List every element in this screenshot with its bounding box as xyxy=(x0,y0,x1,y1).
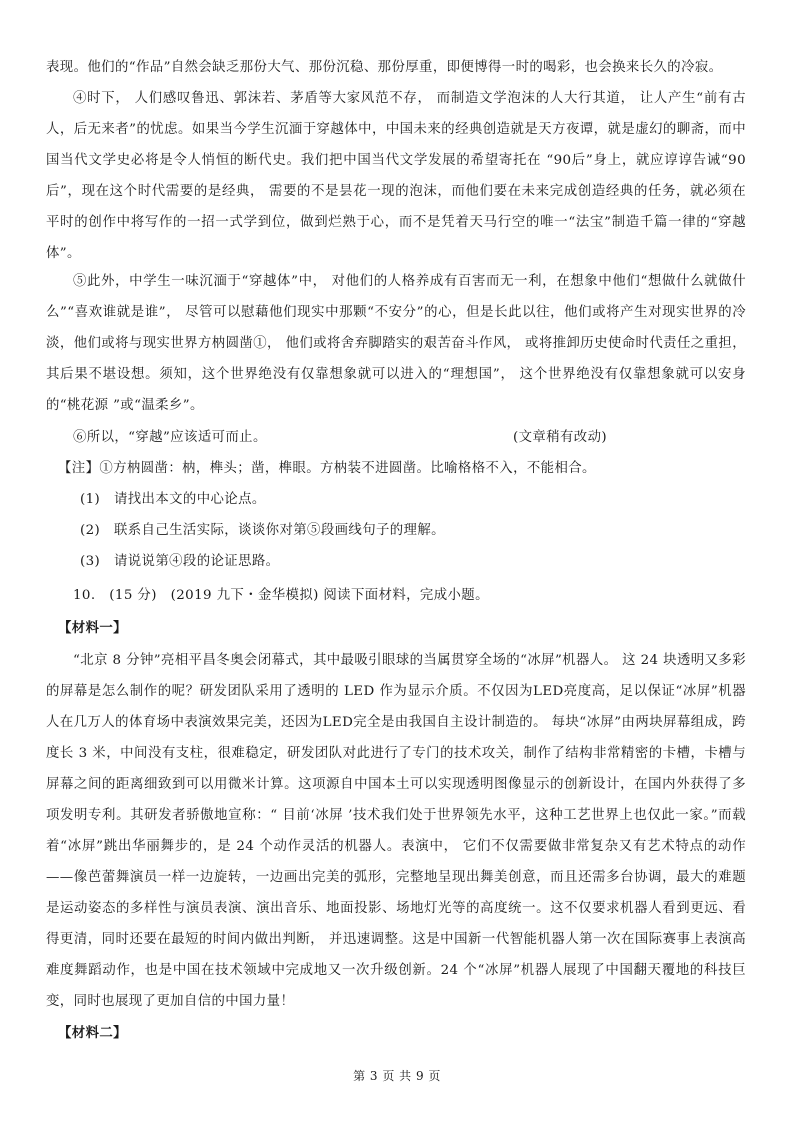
paragraph-6-text: ⑥所以，“穿越”应该适可而止。 xyxy=(73,430,267,445)
paragraph-continuation: 表现。他们的“作品”自然会缺乏那份大气、那份沉稳、那份厚重，即便博得一时的喝彩，也会换来长久的冷寂。 xyxy=(46,60,723,75)
material-1-body: “北京 8 分钟”亮相平昌冬奥会闭幕式，其中最吸引眼球的当属贯穿全场的“冰屏”机器人。 这 24 块透明又多彩的屏幕是怎么制作的呢？研发团队采用了透明的 LED 作为显示介质。不仅因为LED亮度高，足以保证“冰屏”机器人在几万人的体育场中表演效果完美，还因为LED完全是由我国自主设计制造的。 每块“冰屏”由两块屏幕组成，跨度长 3 米，中间没有支柱，很难稳定，研发团队对此进行了专门的技术攻关，制作了结构非常精密的卡槽，卡槽与屏幕之间的距离细致到可以用微米计算。这项源自中国本土可以实现透明图像显示的创新设计，在国内外获得了多项发明专利。其研发者骄傲地宣称：“ 目前‘冰屏 ’技术我们处于世界领先水平，这种工艺世界上也仅此一家。”而载着“冰屏”跳出华丽舞步的，是 24 个动作灵活的机器人。表演中， 它们不仅需要做非常复杂又有艺术特点的动作——像芭蕾舞演员一样一边旋转，一边画出完美的弧形，完整地呈现出舞美创意，而且还需多台协调，最大的难题是运动姿态的多样性与演员表演、演出音乐、地面投影、场地灯光等的高度统一。这不仅要求机器人看到更远、看得更清，同时还要在最短的时间内做出判断， 并迅速调整。这是中国新一代智能机器人第一次在国际赛事上表演高难度舞蹈动作，也是中国在技术领域中完成地又一次升级创新。24 个“冰屏”机器人展现了中国翻天覆地的科技巨变，同时也展现了更加自信的中国力量！ xyxy=(46,653,746,1009)
question-3: (3) 请说说第④段的论证思路。 xyxy=(80,554,280,569)
material-1-heading: 【材料一】 xyxy=(58,620,127,636)
question-2: (2) 联系自己生活实际，谈谈你对第⑤段画线句子的理解。 xyxy=(80,523,445,538)
paragraph-4: ④时下， 人们感叹鲁迅、郭沫若、茅盾等大家风范不存， 而制造文学泡沫的人大行其道， 让人产生“前有古人，后无来者”的忧虑。如果当今学生沉湎于穿越体中，中国未来的经典创造就是天方夜谭，就是虚幻的聊斋，而中国当代文学史必将是令人悄恒的断代史。我们把中国当代文学发展的希望寄托在 “90后”身上，就应谆谆告诫“90后”，现在这个时代需要的是经典， 需要的不是昙花一现的泡沫，而他们要在未来完成创造经典的任务，就必须在平时的创作中将写作的一招一式学到位，做到烂熟于心，而不是凭着天马行空的唯一“法宝”制造千篇一律的“穿越体”。 xyxy=(46,91,746,261)
page-footer: 第 3 页 共 9 页 xyxy=(353,1069,441,1083)
paragraph-6 xyxy=(46,422,746,453)
source-note: (文章稍有改动) xyxy=(513,430,607,445)
footnote: 【注】①方枘圆凿：枘，榫头；凿，榫眼。方枘装不进圆凿。比喻格格不入，不能相合。 xyxy=(58,461,596,476)
material-2-heading: 【材料二】 xyxy=(58,1025,127,1041)
item-10-heading: 10. (15 分) (2019 九下・金华模拟) 阅读下面材料，完成小题。 xyxy=(73,588,489,603)
question-1: (1) 请找出本文的中心论点。 xyxy=(80,492,266,507)
paragraph-5: ⑤此外，中学生一味沉湎于“穿越体”中， 对他们的人格养成有百害而无一利，在想象中他们“想做什么就做什么”“喜欢谁就是谁”， 尽管可以慰藉他们现实中那颗“不安分”的心，但是长此以往，他们或将产生对现实世界的冷淡，他们或将与现实世界方枘圆凿①， 他们或将舍弃脚踏实的艰苦奋斗作风， 或将推卸历史使命时代责任之重担，其后果不堪设想。须知，这个世界绝没有仅靠想象就可以进入的“理想国”， 这个世界绝没有仅靠想象就可以安身的“桃花源 ”或“温柔乡”。 xyxy=(46,274,746,413)
